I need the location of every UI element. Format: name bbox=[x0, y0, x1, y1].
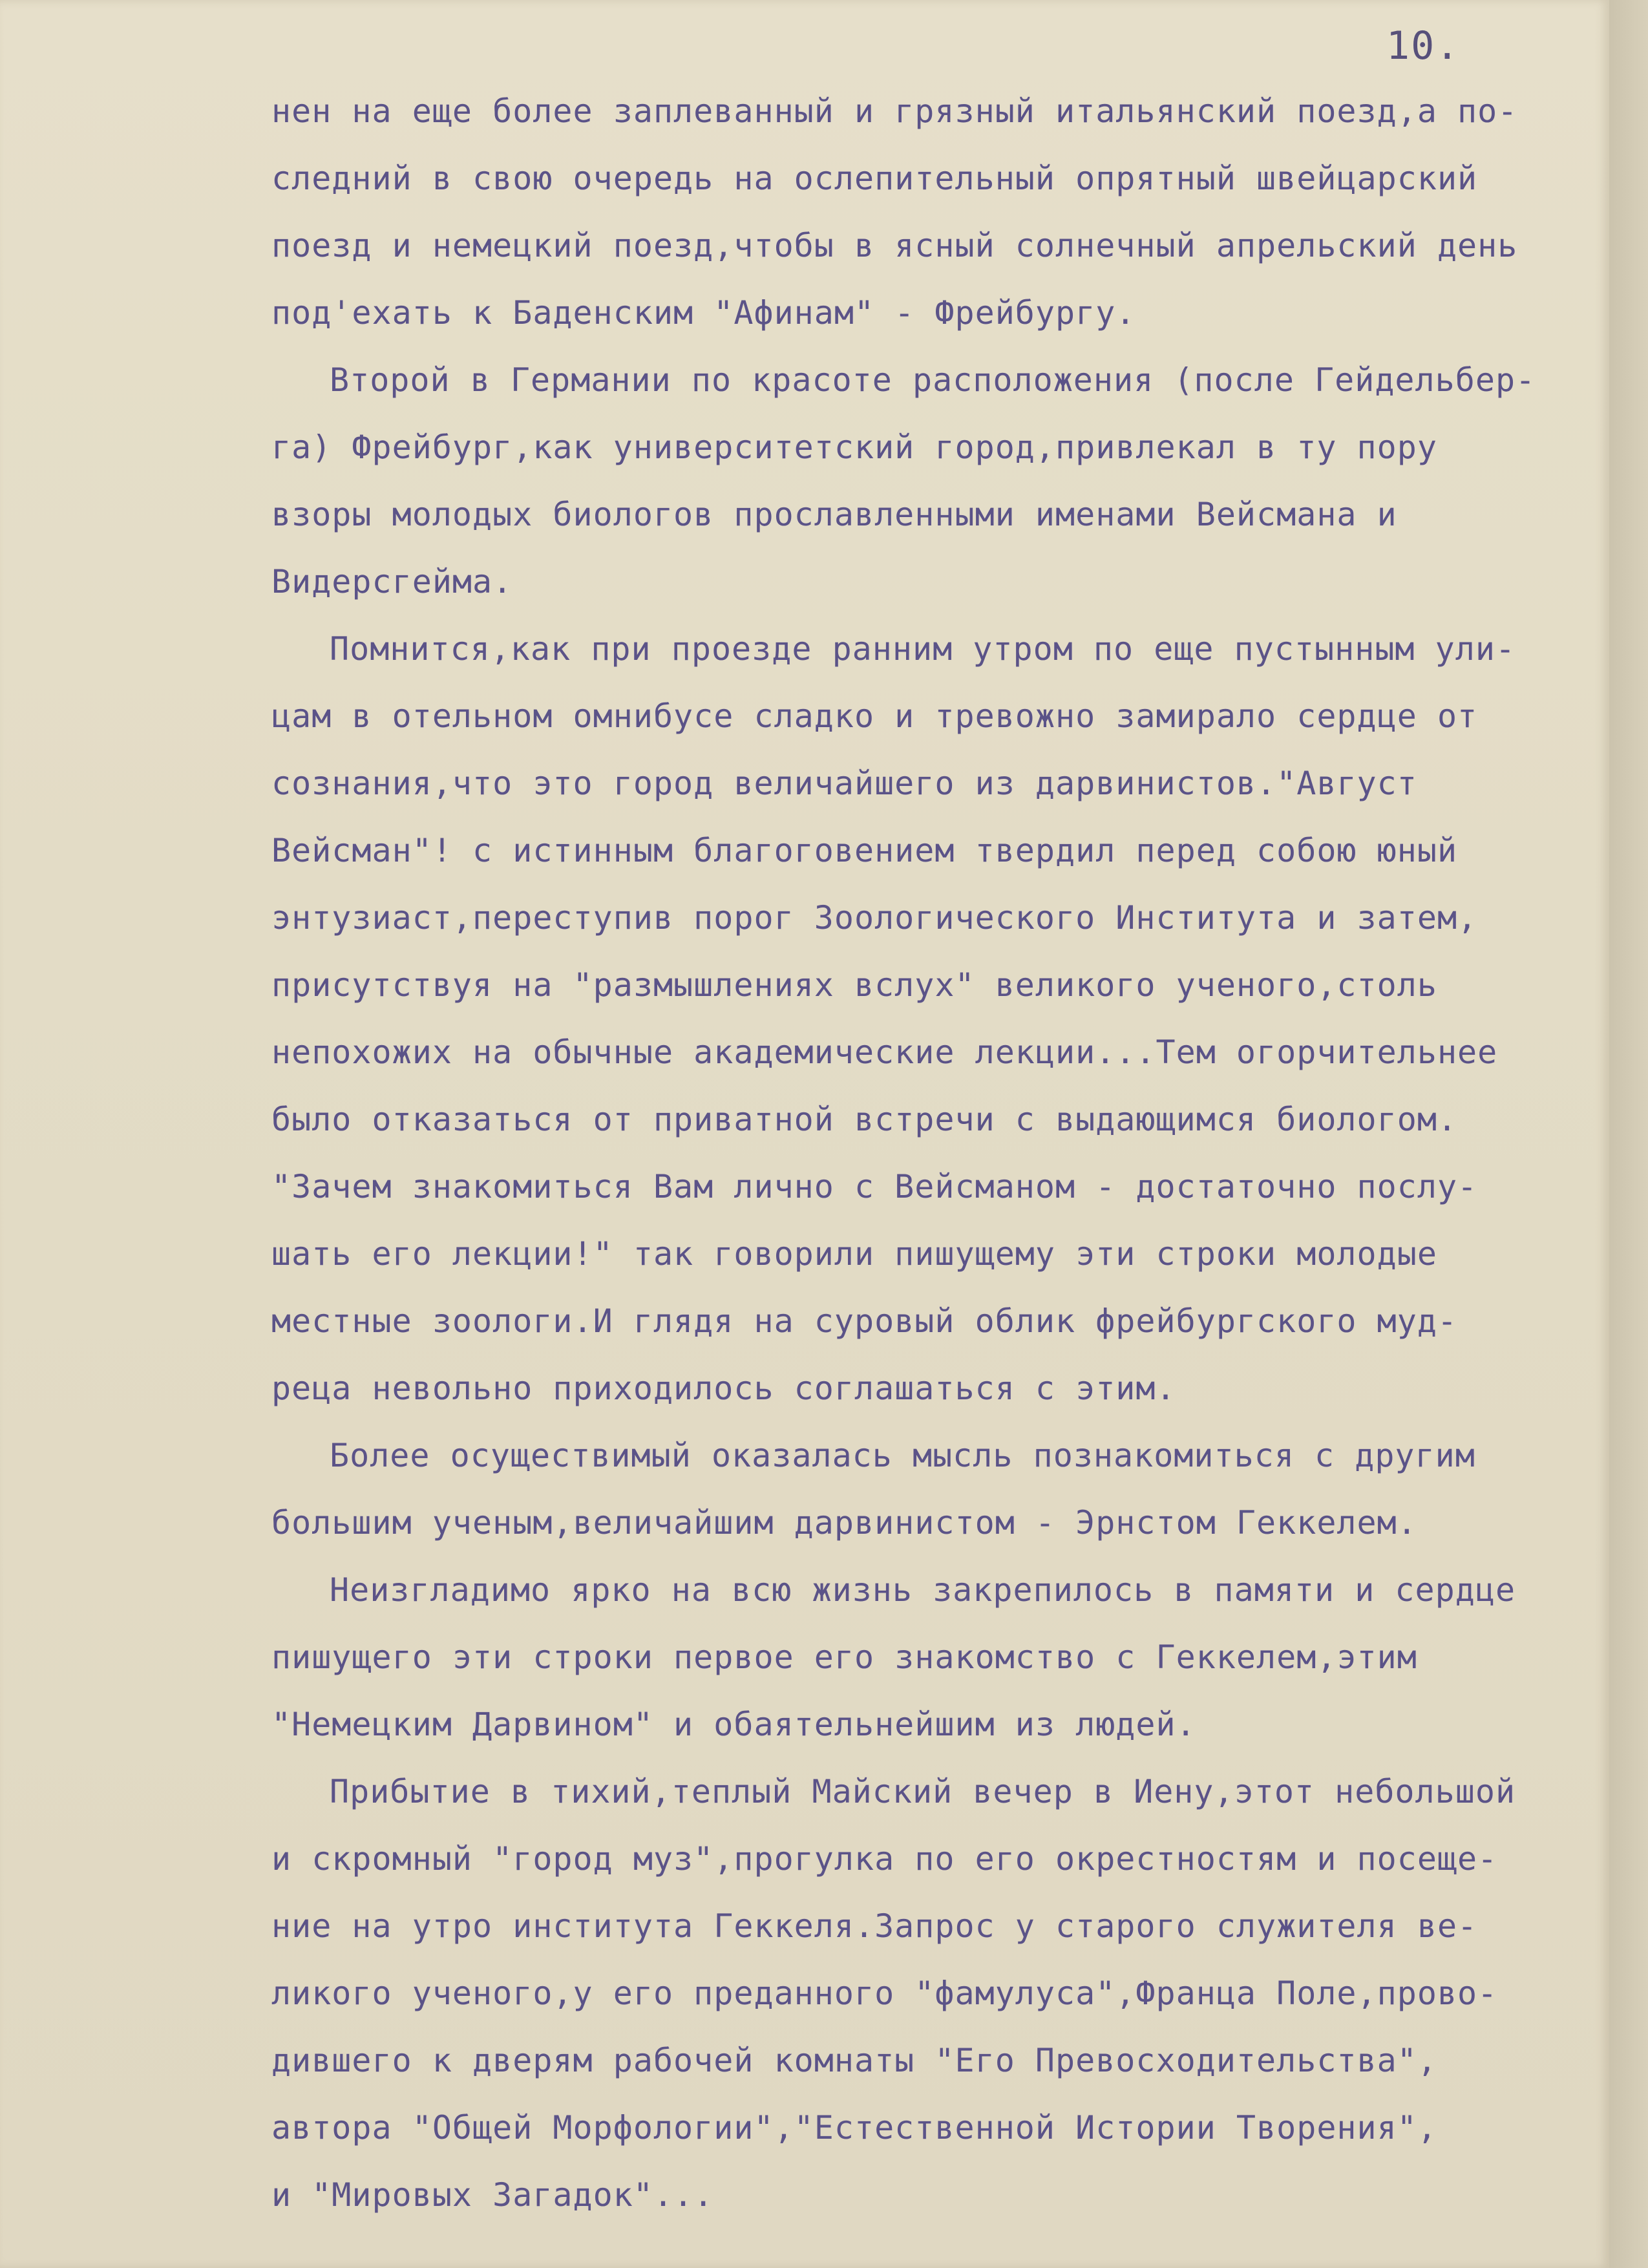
text-line: большим ученым,величайшим дарвинистом - Эрнстом Геккелем. bbox=[271, 1504, 1417, 1542]
text-line: реца невольно приходилось соглашаться с этим. bbox=[271, 1370, 1176, 1407]
text-line: шать его лекции!" так говорили пишущему эти строки молодые bbox=[271, 1235, 1437, 1273]
text-line: поезд и немецкий поезд,чтобы в ясный солнечный апрельский день bbox=[271, 227, 1518, 264]
typed-text-body bbox=[271, 78, 1603, 2229]
text-line: местные зоологи.И глядя на суровый облик фрейбургского муд- bbox=[271, 1302, 1458, 1340]
page-edge bbox=[1609, 0, 1648, 2268]
text-line: дившего к дверям рабочей комнаты "Его Превосходительства", bbox=[271, 2042, 1437, 2079]
text-line: и "Мировых Загадок"... bbox=[271, 2176, 714, 2214]
text-line: Видерсгейма. bbox=[271, 563, 513, 600]
text-line: цам в отельном омнибусе сладко и тревожно замирало сердце от bbox=[271, 697, 1478, 735]
text-line: под'ехать к Баденским "Афинам" - Фрейбургу. bbox=[271, 294, 1136, 332]
text-line: Неизгладимо ярко на всю жизнь закрепилось в памяти и сердце bbox=[330, 1571, 1516, 1609]
text-line: га) Фрейбург,как университетский город,привлекал в ту пору bbox=[271, 429, 1437, 466]
text-line: ликого ученого,у его преданного "фамулуса",Франца Поле,прово- bbox=[271, 1975, 1498, 2012]
text-line: непохожих на обычные академические лекции...Тем огорчительнее bbox=[271, 1033, 1498, 1071]
text-line: "Зачем знакомиться Вам лично с Вейсманом - достаточно послу- bbox=[271, 1168, 1478, 1205]
text-line: пишущего эти строки первое его знакомство с Геккелем,этим bbox=[271, 1638, 1417, 1676]
text-line: нен на еще более заплеванный и грязный итальянский поезд,а по- bbox=[271, 92, 1518, 130]
text-line: и скромный "город муз",прогулка по его окрестностям и посеще- bbox=[271, 1840, 1498, 1878]
text-line: Второй в Германии по красоте расположения (после Гейдельбер- bbox=[330, 361, 1536, 399]
text-line: было отказаться от приватной встречи с выдающимся биологом. bbox=[271, 1101, 1458, 1138]
text-line: автора "Общей Морфологии","Естественной Истории Творения", bbox=[271, 2109, 1437, 2146]
text-line: ние на утро института Геккеля.Запрос у старого служителя ве- bbox=[271, 1907, 1478, 1945]
text-line: присутствуя на "размышлениях вслух" великого ученого,столь bbox=[271, 966, 1437, 1004]
text-line: Более осуществимый оказалась мысль познакомиться с другим bbox=[330, 1437, 1475, 1474]
text-line: Вейсман"! с истинным благоговением твердил перед собою юный bbox=[271, 832, 1458, 869]
text-line: следний в свою очередь на ослепительный опрятный швейцарский bbox=[271, 160, 1478, 197]
page-number: 10. bbox=[1386, 23, 1461, 69]
text-line: "Немецким Дарвином" и обаятельнейшим из людей. bbox=[271, 1706, 1196, 1743]
text-line: сознания,что это город величайшего из дарвинистов."Август bbox=[271, 765, 1417, 802]
text-line: Помнится,как при проезде ранним утром по еще пустынным ули- bbox=[330, 630, 1516, 668]
text-line: Прибытие в тихий,теплый Майский вечер в Иену,этот небольшой bbox=[330, 1773, 1516, 1810]
text-line: энтузиаст,переступив порог Зоологического Института и затем, bbox=[271, 899, 1478, 937]
text-line: взоры молодых биологов прославленными именами Вейсмана и bbox=[271, 496, 1397, 533]
